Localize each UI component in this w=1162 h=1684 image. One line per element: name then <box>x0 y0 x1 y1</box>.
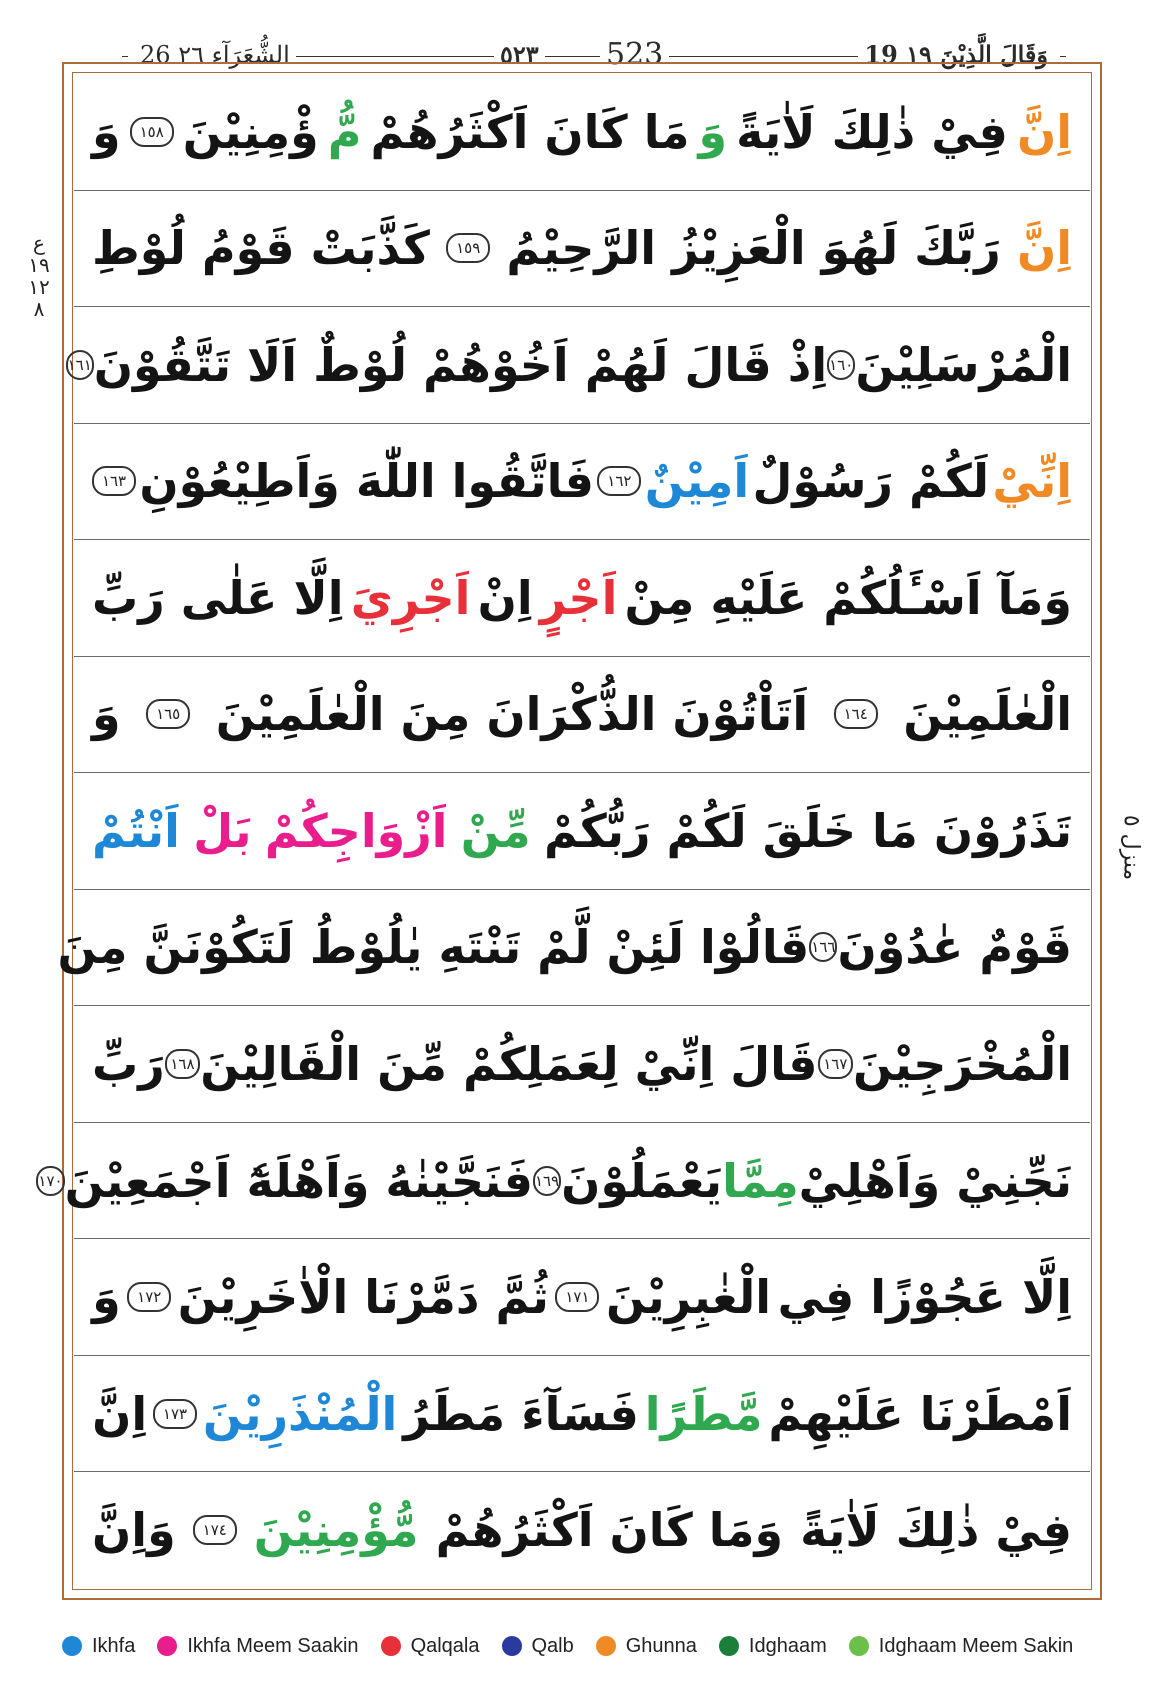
word-segment: الْغٰبِرِيْنَ <box>605 1270 772 1325</box>
word-segment: نَجِّنِيْ وَاَهْلِيْ <box>798 1153 1072 1208</box>
text-line <box>57 890 1090 1007</box>
word-segment: اِنَّ <box>1016 221 1072 276</box>
legend-label: Qalqala <box>410 1634 480 1657</box>
word-segment: اِلَّا عَجُوْزًا فِي <box>777 1270 1072 1325</box>
legend-item <box>381 1635 480 1658</box>
word-segment: وَمَآ اَسْـَٔلُكُمْ عَلَيْهِ مِنْ <box>624 570 1072 625</box>
juz-name-ar: وَقَالَ الَّذِيْنَ ١٩ <box>906 40 1054 69</box>
ayah-number-marker: ١٥٩ <box>446 233 490 263</box>
legend-item <box>719 1635 827 1658</box>
ayah-number-marker: ١٦٣ <box>92 466 136 496</box>
legend-label: Idghaam <box>748 1634 827 1657</box>
text-line <box>74 1356 1090 1473</box>
legend-color-dot <box>596 1636 616 1656</box>
ayah-number-marker: ١٦٧ <box>818 1049 853 1079</box>
legend-item <box>849 1635 1074 1658</box>
word-segment: فِيْ ذٰلِكَ لَاٰيَةً <box>800 1503 1072 1558</box>
legend-label: Ghunna <box>625 1634 697 1657</box>
ayah-number-marker: ١٦٠ <box>827 350 855 380</box>
word-segment: فَسَآءَ مَطَرُ <box>403 1386 639 1441</box>
ayah-number-marker: ١٦٢ <box>597 466 641 496</box>
word-segment: اِنَّ <box>1016 104 1072 159</box>
text-line <box>74 74 1090 191</box>
text-line <box>74 191 1090 308</box>
word-segment: مَّطَرًا <box>644 1386 763 1441</box>
word-segment: ثُمَّ دَمَّرْنَا الْاٰخَرِيْنَ <box>177 1270 549 1325</box>
legend-color-dot <box>719 1636 739 1656</box>
word-segment: اِنْ <box>477 570 533 625</box>
legend-color-dot <box>157 1636 177 1656</box>
ayah-number-marker: ١٧٣ <box>153 1399 197 1429</box>
word-segment: اِنَّ <box>92 1386 148 1441</box>
text-line <box>74 657 1090 774</box>
word-segment: رَبَّكَ لَهُوَ الْعَزِيْزُ الرَّحِيْمُ <box>506 221 1001 276</box>
ayah-number-marker: ١٦٥ <box>146 699 190 729</box>
word-segment: الْمُنْذَرِيْنَ <box>202 1386 398 1441</box>
legend-label: Qalb <box>531 1634 574 1657</box>
text-line <box>74 1472 1090 1588</box>
word-segment: لَكُمْ رَسُوْلٌ <box>752 454 990 509</box>
word-segment: وَاِنَّ <box>92 1503 176 1558</box>
word-segment: تَذَرُوْنَ مَا خَلَقَ لَكُمْ رَبُّكُمْ <box>543 803 1072 858</box>
word-segment: كَذَّبَتْ قَوْمُ لُوْطِ <box>92 221 430 276</box>
word-segment: اَنْتُمْ <box>92 803 180 858</box>
word-segment: اِذْ قَالَ لَهُمْ اَخُوْهُمْ لُوْطٌ اَلَا تَتَّقُوْنَ <box>93 337 828 392</box>
ayah-number-marker: ١٧٤ <box>193 1515 237 1545</box>
word-segment: اَتَاْتُوْنَ الذُّكْرَانَ مِنَ الْعٰلَمِيْنَ <box>215 687 809 742</box>
legend-item <box>62 1635 135 1658</box>
legend-label: Ikhfa <box>92 1634 136 1657</box>
ayah-number-marker: ١٦٩ <box>533 1166 561 1196</box>
ayah-number-marker: ١٥٨ <box>130 117 174 147</box>
word-segment: اِنِّيْ <box>992 454 1072 509</box>
word-segment: مُّؤْمِنِيْنَ <box>253 1503 419 1558</box>
word-segment: اَجْرٍ <box>539 570 618 625</box>
word-segment: وَ <box>92 104 121 159</box>
ayah-number-marker: ١٧١ <box>555 1282 599 1312</box>
juz-number: 19 <box>864 40 898 69</box>
legend-color-dot <box>381 1636 401 1656</box>
text-line <box>74 1006 1090 1123</box>
word-segment: الْمُخْرَجِيْنَ <box>853 1037 1072 1092</box>
legend-label: Ikhfa Meem Saakin <box>187 1634 359 1657</box>
text-line <box>67 307 1090 424</box>
ayah-number-marker: ١٦٨ <box>165 1049 200 1079</box>
legend-color-dot <box>62 1636 82 1656</box>
word-segment: يَعْمَلُوْنَ <box>561 1153 723 1208</box>
word-segment: قَالَ اِنِّيْ لِعَمَلِكُمْ مِّنَ الْقَالِيْنَ <box>200 1037 818 1092</box>
word-segment: الْمُرْسَلِيْنَ <box>855 337 1072 392</box>
ayah-number-marker: ١٧٠ <box>36 1166 64 1196</box>
word-segment: اَمِيْنٌ <box>644 454 750 509</box>
word-segment: مِّنْ <box>460 803 531 858</box>
manzil-label: منزل ٥ <box>1118 814 1144 881</box>
legend-item <box>502 1635 574 1658</box>
word-segment: قَوْمٌ عٰدُوْنَ <box>837 920 1072 975</box>
page-number: 523 <box>600 38 669 72</box>
ayah-number-marker: ١٦٤ <box>834 699 878 729</box>
word-segment: وَ <box>92 1270 121 1325</box>
word-segment: اَجْرِيَ <box>350 570 471 625</box>
ayah-number-marker: ١٧٢ <box>127 1282 171 1312</box>
legend-color-dot <box>849 1636 869 1656</box>
word-segment: وَمَا كَانَ اَكْثَرُهُمْ <box>435 1503 784 1558</box>
surah-name-ar: الشُّعَرَآء ٢٦ <box>178 41 290 69</box>
word-segment: فَنَجَّيْنٰهُ وَاَهْلَهٗٓ اَجْمَعِيْنَ <box>64 1153 533 1208</box>
ayah-number-marker: ١٦٦ <box>809 932 837 962</box>
text-line <box>74 540 1090 657</box>
legend-item <box>157 1635 358 1658</box>
surah-number: 26 <box>134 41 171 69</box>
legend-label: Idghaam Meem Sakin <box>878 1634 1074 1657</box>
page-number-ar: ٥٢٣ <box>494 38 545 72</box>
word-segment: بَلْ <box>193 803 252 858</box>
ayah-number-marker: ١٦١ <box>66 350 94 380</box>
word-segment: وَ <box>92 687 121 742</box>
word-segment: مَا كَانَ اَكْثَرُهُمْ <box>370 104 690 159</box>
ruku-marker: ع ١٩ ١٢ ٨ <box>28 231 50 321</box>
text-line <box>74 424 1090 541</box>
tajweed-legend <box>62 1626 1102 1666</box>
word-segment: اَمْطَرْنَا عَلَيْهِمْ <box>768 1386 1072 1441</box>
text-line <box>74 773 1090 890</box>
word-segment: فَاتَّقُوا اللّٰهَ وَاَطِيْعُوْنِ <box>139 454 595 509</box>
legend-item <box>596 1635 697 1658</box>
manzil-marker <box>1106 780 1156 920</box>
legend-color-dot <box>502 1636 522 1656</box>
word-segment: وَ <box>698 104 728 159</box>
word-segment: اِلَّا عَلٰى رَبِّ <box>92 570 344 625</box>
word-segment: رَبِّ <box>92 1037 165 1092</box>
word-segment: مُّ <box>327 104 362 159</box>
word-segment: ؤْمِنِيْنَ <box>182 104 319 159</box>
word-segment: مِمَّا <box>722 1153 799 1208</box>
word-segment: الْعٰلَمِيْنَ <box>903 687 1072 742</box>
text-line <box>38 1123 1090 1240</box>
word-segment: قَالُوْا لَئِنْ لَّمْ تَنْتَهِ يٰلُوْطُ لَتَكُوْنَنَّ مِنَ <box>57 920 810 975</box>
text-line <box>74 1239 1090 1356</box>
word-segment: فِيْ ذٰلِكَ لَاٰيَةً <box>736 104 1008 159</box>
word-segment: اَزْوَاجِكُمْ <box>264 803 448 858</box>
